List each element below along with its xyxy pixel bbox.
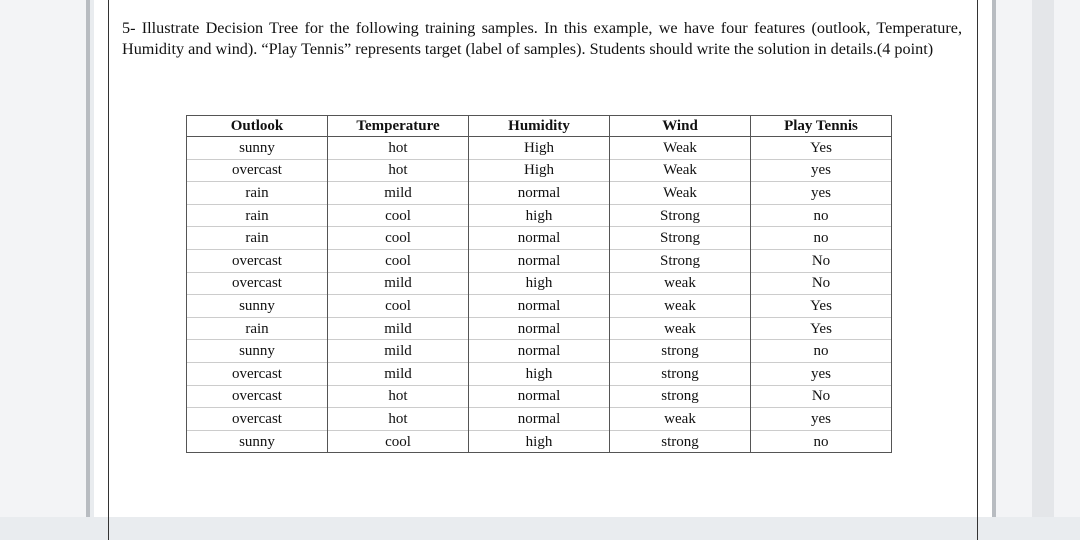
table-cell: strong (610, 430, 751, 453)
table-cell: overcast (187, 408, 328, 431)
table-cell: no (751, 340, 892, 363)
column-header: Play Tennis (751, 116, 892, 137)
table-cell: normal (469, 227, 610, 250)
table-cell: strong (610, 385, 751, 408)
left-margin-panel (0, 0, 90, 517)
table-cell: normal (469, 249, 610, 272)
table-cell: no (751, 227, 892, 250)
table-cell: normal (469, 340, 610, 363)
table-cell: Weak (610, 182, 751, 205)
table-cell: hot (328, 385, 469, 408)
table-cell: rain (187, 204, 328, 227)
table-cell: weak (610, 408, 751, 431)
table-cell: hot (328, 408, 469, 431)
table-cell: Strong (610, 227, 751, 250)
table-cell: high (469, 272, 610, 295)
table-cell: no (751, 204, 892, 227)
table-row (187, 340, 892, 363)
table-cell: hot (328, 159, 469, 182)
column-header: Outlook (187, 116, 328, 137)
table-cell: yes (751, 182, 892, 205)
table-cell: cool (328, 295, 469, 318)
table-cell: weak (610, 295, 751, 318)
document-page (94, 0, 992, 517)
table-cell: No (751, 385, 892, 408)
right-margin-panel (992, 0, 1080, 517)
table-cell: yes (751, 408, 892, 431)
table-cell: sunny (187, 340, 328, 363)
table-row (187, 182, 892, 205)
table-cell: overcast (187, 249, 328, 272)
table-cell: hot (328, 137, 469, 160)
table-cell: strong (610, 362, 751, 385)
table-row (187, 430, 892, 453)
table-row (187, 249, 892, 272)
table-row (187, 385, 892, 408)
table-cell: rain (187, 182, 328, 205)
table-cell: rain (187, 317, 328, 340)
table-cell: normal (469, 385, 610, 408)
table-cell: strong (610, 340, 751, 363)
training-samples-table (186, 115, 892, 453)
table-cell: Yes (751, 295, 892, 318)
table-cell: high (469, 204, 610, 227)
left-scroll-rail (86, 0, 90, 517)
table-cell: Strong (610, 204, 751, 227)
table-header-row (187, 116, 892, 137)
table-row (187, 408, 892, 431)
column-header: Temperature (328, 116, 469, 137)
table-cell: overcast (187, 272, 328, 295)
table-cell: high (469, 430, 610, 453)
column-header: Wind (610, 116, 751, 137)
table-cell: weak (610, 272, 751, 295)
table-cell: rain (187, 227, 328, 250)
table-row (187, 137, 892, 160)
table-cell: sunny (187, 137, 328, 160)
table-cell: yes (751, 362, 892, 385)
table-cell: sunny (187, 295, 328, 318)
table-row (187, 295, 892, 318)
table-cell: High (469, 159, 610, 182)
table-body (187, 137, 892, 453)
table-cell: mild (328, 272, 469, 295)
table-cell: cool (328, 249, 469, 272)
table-cell: High (469, 137, 610, 160)
table-cell: mild (328, 182, 469, 205)
table-cell: Yes (751, 137, 892, 160)
table-cell: overcast (187, 159, 328, 182)
question-text: 5- Illustrate Decision Tree for the following training samples. In this example, we have four features (outlook, Temperature, Humidity and wind). “Play Tennis” represents target (label of samples). Students should write the solution in details.(4 point) (122, 19, 962, 58)
table-row (187, 227, 892, 250)
table-cell: no (751, 430, 892, 453)
table-cell: cool (328, 430, 469, 453)
table-cell: sunny (187, 430, 328, 453)
table-cell: Yes (751, 317, 892, 340)
table-row (187, 362, 892, 385)
table-cell: overcast (187, 385, 328, 408)
table-cell: Weak (610, 137, 751, 160)
table-row (187, 317, 892, 340)
table-cell: normal (469, 317, 610, 340)
table-row (187, 204, 892, 227)
table-row (187, 272, 892, 295)
table-cell: cool (328, 204, 469, 227)
table-cell: mild (328, 317, 469, 340)
table-cell: normal (469, 295, 610, 318)
table-cell: normal (469, 408, 610, 431)
table-cell: mild (328, 340, 469, 363)
table-cell: yes (751, 159, 892, 182)
table-cell: cool (328, 227, 469, 250)
right-scrollbar-track[interactable] (1032, 0, 1054, 517)
right-scroll-rail (992, 0, 996, 517)
table-cell: Weak (610, 159, 751, 182)
table-cell: No (751, 249, 892, 272)
table-cell: mild (328, 362, 469, 385)
table-cell: normal (469, 182, 610, 205)
table-cell: Strong (610, 249, 751, 272)
table-row (187, 159, 892, 182)
table-cell: high (469, 362, 610, 385)
table-cell: No (751, 272, 892, 295)
column-header: Humidity (469, 116, 610, 137)
table-cell: overcast (187, 362, 328, 385)
table-cell: weak (610, 317, 751, 340)
